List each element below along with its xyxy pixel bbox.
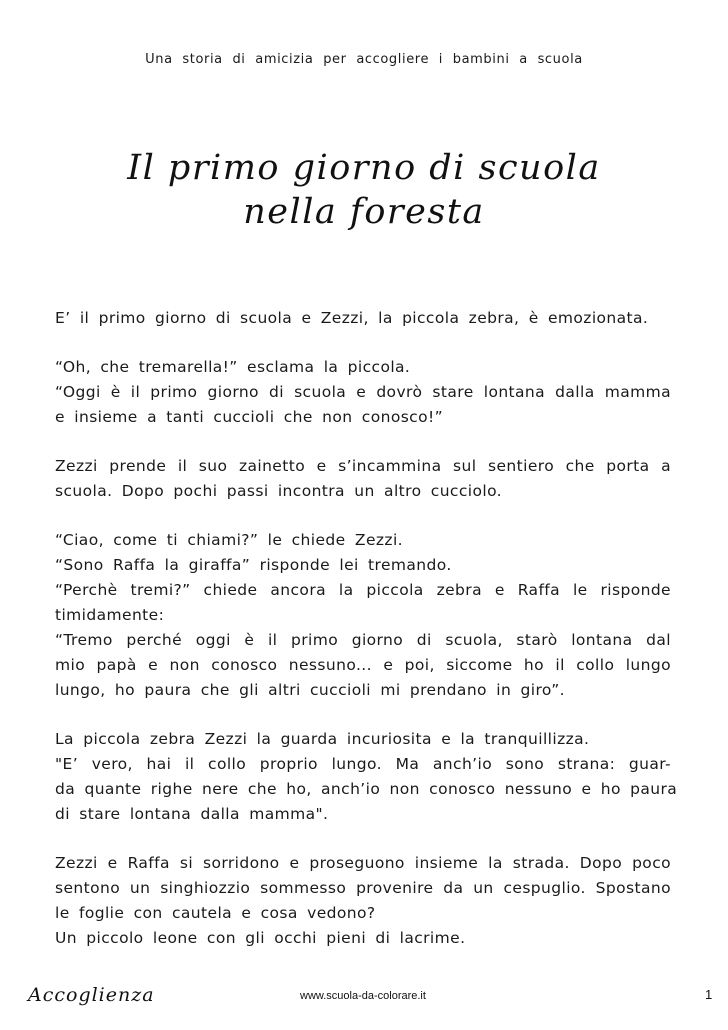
text-line: "E’ vero, hai il collo proprio lungo. Ma anch’io sono strana: guar- [55, 755, 671, 773]
paragraph-4 [55, 528, 671, 703]
footer-website: www.scuola-da-colorare.it [300, 990, 426, 1002]
text-line: La piccola zebra Zezzi la guarda incuriosita e la tranquillizza. [55, 730, 590, 748]
text-line: Un piccolo leone con gli occhi pieni di lacrime. [55, 929, 466, 947]
text-line: lungo, ho paura che gli altri cuccioli mi prendano in giro”. [55, 681, 565, 699]
paragraph-1 [55, 306, 671, 331]
text-line: “Ciao, come ti chiami?” le chiede Zezzi. [55, 531, 403, 549]
text-line: scuola. Dopo pochi passi incontra un altro cucciolo. [55, 482, 503, 500]
text-line: Zezzi e Raffa si sorridono e proseguono insieme la strada. Dopo poco [55, 854, 671, 872]
paragraph-2 [55, 355, 671, 430]
text-line: “Perchè tremi?” chiede ancora la piccola zebra e Raffa le risponde [55, 581, 671, 599]
text-line: timidamente: [55, 606, 165, 624]
text-line: mio papà e non conosco nessuno... e poi, siccome ho il collo lungo [55, 656, 671, 674]
footer-section-label: Accoglienza [28, 984, 155, 1006]
text-line: di stare lontana dalla mamma". [55, 805, 329, 823]
text-line: da quante righe nere che ho, anch’io non conosco nessuno e ho paura [55, 780, 678, 798]
title-line-2: nella foresta [243, 192, 485, 232]
text-line: e insieme a tanti cuccioli che non conosco!” [55, 408, 444, 426]
text-line: “Sono Raffa la giraffa” risponde lei tremando. [55, 556, 452, 574]
text-line: le foglie con cautela e cosa vedono? [55, 904, 376, 922]
text-line: “Oggi è il primo giorno di scuola e dovrò stare lontana dalla mamma [55, 383, 671, 401]
paragraph-6 [55, 851, 671, 951]
text-line: “Oh, che tremarella!” esclama la piccola. [55, 358, 411, 376]
story-body [55, 306, 678, 975]
story-title [0, 146, 728, 234]
text-line: E’ il primo giorno di scuola e Zezzi, la piccola zebra, è emozionata. [55, 309, 649, 327]
title-line-1: Il primo giorno di scuola [127, 148, 601, 188]
page-number: 1 [705, 987, 713, 1002]
paragraph-5 [55, 727, 678, 827]
text-line: Zezzi prende il suo zainetto e s’incammina sul sentiero che porta a [55, 457, 671, 475]
paragraph-3 [55, 454, 671, 504]
text-line: “Tremo perché oggi è il primo giorno di scuola, starò lontana dal [55, 631, 671, 649]
page-header: Una storia di amicizia per accogliere i bambini a scuola [145, 52, 583, 67]
text-line: sentono un singhiozzio sommesso provenire da un cespuglio. Spostano [55, 879, 671, 897]
